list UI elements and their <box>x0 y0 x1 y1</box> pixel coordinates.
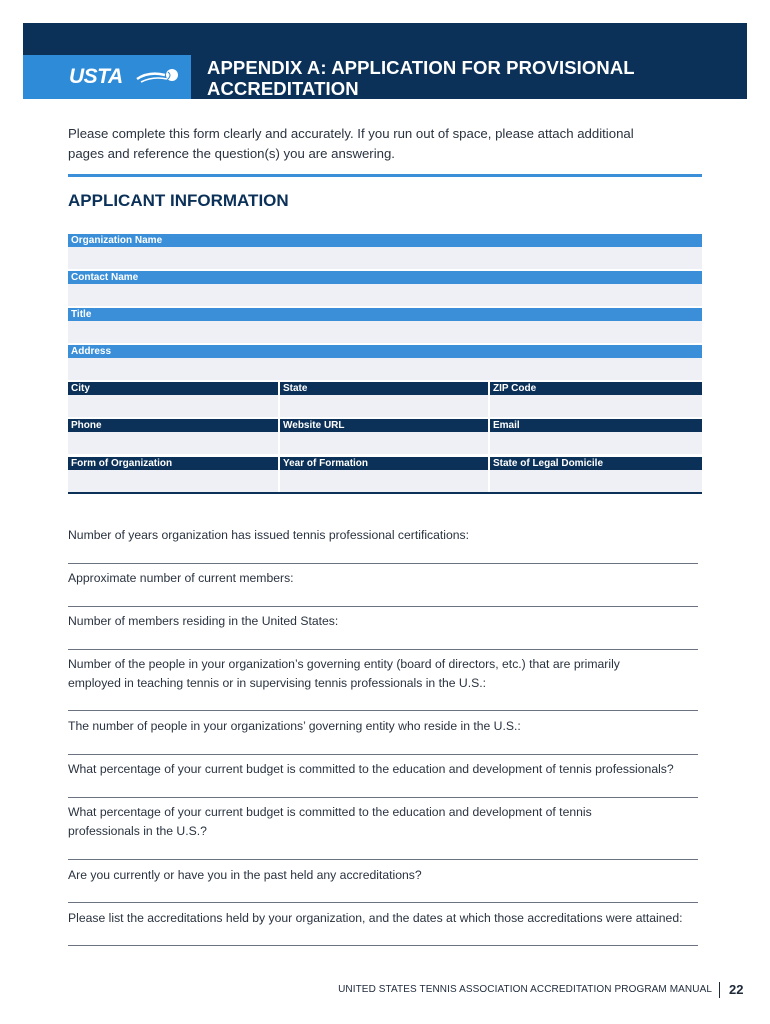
state-label: State <box>280 382 488 395</box>
email-field[interactable] <box>490 432 702 454</box>
answer-line-8[interactable] <box>68 901 698 903</box>
divider-form <box>68 492 702 494</box>
website-label: Website URL <box>280 419 488 432</box>
year-of-formation-field[interactable] <box>280 470 488 492</box>
year-of-formation-label: Year of Formation <box>280 457 488 470</box>
page-number: 22 <box>729 982 744 997</box>
question-governing-teaching-line2: employed in teaching tennis or in supervising tennis professionals in the U.S.: <box>68 676 486 690</box>
website-field[interactable] <box>280 432 488 454</box>
answer-line-9[interactable] <box>68 944 698 946</box>
page-title <box>207 57 727 99</box>
question-years-certifications: Number of years organization has issued tennis professional certifications: <box>68 528 470 542</box>
address-field[interactable] <box>68 358 702 380</box>
city-field[interactable] <box>68 395 278 417</box>
page-title-line1: APPENDIX A: APPLICATION FOR PROVISIONAL <box>207 57 635 78</box>
organization-name-label: Organization Name <box>68 234 702 247</box>
question-budget-us-line2: professionals in the U.S.? <box>68 824 207 838</box>
question-governing-teaching <box>68 655 708 693</box>
answer-line-1[interactable] <box>68 562 698 564</box>
address-label: Address <box>68 345 702 358</box>
intro-line1: Please complete this form clearly and accurately. If you run out of space, please attach additional <box>68 126 634 141</box>
contact-name-field[interactable] <box>68 284 702 306</box>
intro-line2: pages and reference the question(s) you are answering. <box>68 145 395 161</box>
question-budget-percentage: What percentage of your current budget is committed to the education and development of tennis professionals? <box>68 762 674 776</box>
zip-field[interactable] <box>490 395 702 417</box>
email-label: Email <box>490 419 702 432</box>
question-governing-teaching-line1: Number of the people in your organization’s governing entity (board of directors, etc.) that are primarily <box>68 657 620 671</box>
tennis-ball-swoosh-icon <box>135 67 181 85</box>
question-current-members: Approximate number of current members: <box>68 571 294 585</box>
question-budget-us-line1: What percentage of your current budget is committed to the education and development of tennis <box>68 805 592 819</box>
organization-name-field[interactable] <box>68 247 702 269</box>
phone-field[interactable] <box>68 432 278 454</box>
answer-line-3[interactable] <box>68 648 698 650</box>
answer-line-4[interactable] <box>68 709 698 711</box>
question-us-members: Number of members residing in the United States: <box>68 614 339 628</box>
form-of-organization-label: Form of Organization <box>68 457 278 470</box>
question-budget-us <box>68 803 708 841</box>
phone-label: Phone <box>68 419 278 432</box>
footer-manual-title: UNITED STATES TENNIS ASSOCIATION ACCREDITATION PROGRAM MANUAL <box>338 984 712 995</box>
divider-top <box>68 174 702 177</box>
state-of-domicile-field[interactable] <box>490 470 702 492</box>
footer-separator <box>719 982 720 998</box>
intro-text <box>68 124 708 163</box>
form-of-organization-field[interactable] <box>68 470 278 492</box>
answer-line-6[interactable] <box>68 796 698 798</box>
answer-line-5[interactable] <box>68 753 698 755</box>
answer-line-7[interactable] <box>68 858 698 860</box>
answer-line-2[interactable] <box>68 605 698 607</box>
title-label: Title <box>68 308 702 321</box>
zip-label: ZIP Code <box>490 382 702 395</box>
title-field[interactable] <box>68 321 702 343</box>
city-label: City <box>68 382 278 395</box>
state-of-domicile-label: State of Legal Domicile <box>490 457 702 470</box>
question-accreditations-list: Please list the accreditations held by your organization, and the dates at which those accreditations were attained: <box>68 911 683 925</box>
usta-logo: USTA <box>69 65 123 88</box>
question-governing-residence: The number of people in your organizations’ governing entity who reside in the U.S.: <box>68 719 521 733</box>
question-accreditations-held: Are you currently or have you in the past held any accreditations? <box>68 868 422 882</box>
page-title-line2: ACCREDITATION <box>207 78 359 99</box>
contact-name-label: Contact Name <box>68 271 702 284</box>
state-field[interactable] <box>280 395 488 417</box>
section-title: APPLICANT INFORMATION <box>68 191 289 210</box>
logo-box <box>23 55 191 99</box>
